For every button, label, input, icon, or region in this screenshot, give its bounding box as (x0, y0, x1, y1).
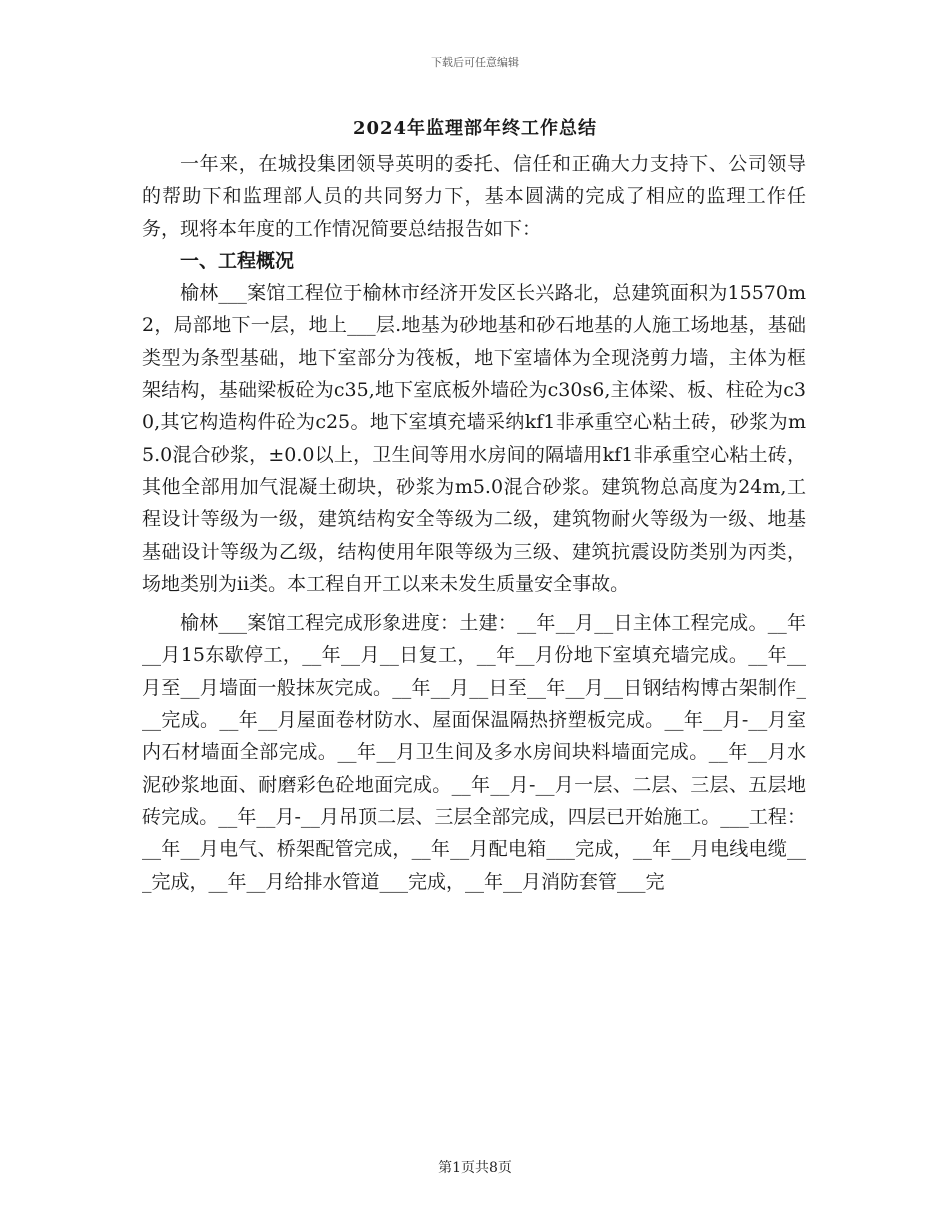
page-footer: 第1页共8页 (438, 1160, 512, 1176)
document-body (142, 148, 806, 898)
header-note: 下载后可任意编辑 (431, 56, 519, 69)
section-heading-project-overview: 一、工程概况 (180, 249, 295, 272)
progress-paragraph: 榆林___案馆工程完成形象进度：土建：__年__月__日主体工程完成。__年__月15东歇停工，__年__月__日复工，__年__月份地下室填充墙完成。__年__月至__月墙面一般抹灰完成。__年__月__日至__年__月__日钢结构博古架制作___完成。__年__月屋面卷材防水、屋面保温隔热挤塑板完成。__年__月-__月室内石材墙面全部完成。__年__月卫生间及多水房间块料墙面完成。__年__月水泥砂浆地面、耐磨彩色砼地面完成。__年__月-__月一层、二层、三层、五层地砖完成。__年__月-__月吊顶二层、三层全部完成，四层已开始施工。___工程：__年__月电气、桥架配管完成，__年__月配电箱___完成，__年__月电线电缆___完成，__年__月给排水管道___完成，__年__月消防套管___完 (142, 612, 806, 893)
overview-paragraph: 榆林___案馆工程位于榆林市经济开发区长兴路北，总建筑面积为15570m2，局部地下一层，地上___层.地基为砂地基和砂石地基的人施工场地基，基础类型为条型基础，地下室部分为筏板，地下室墙体为全现浇剪力墙，主体为框架结构，基础梁板砼为c35,地下室底板外墙砼为c30s6,主体梁、板、柱砼为c30,其它构造构件砼为c25。地下室填充墙采纳kf1非承重空心粘土砖，砂浆为m5.0混合砂浆，±0.0以上，卫生间等用水房间的隔墙用kf1非承重空心粘土砖，其他全部用加气混凝土砌块，砂浆为m5.0混合砂浆。建筑物总高度为24m,工程设计等级为一级，建筑结构安全等级为二级，建筑物耐火等级为一级、地基基础设计等级为乙级，结构使用年限等级为三级、建筑抗震设防类别为丙类，场地类别为ii类。本工程自开工以来未发生质量安全事故。 (142, 282, 806, 595)
document-title: 2024年监理部年终工作总结 (352, 118, 598, 139)
intro-paragraph: 一年来，在城投集团领导英明的委托、信任和正确大力支持下、公司领导的帮助下和监理部人员的共同努力下，基本圆满的完成了相应的监理工作任务，现将本年度的工作情况简要总结报告如下： (142, 153, 806, 240)
